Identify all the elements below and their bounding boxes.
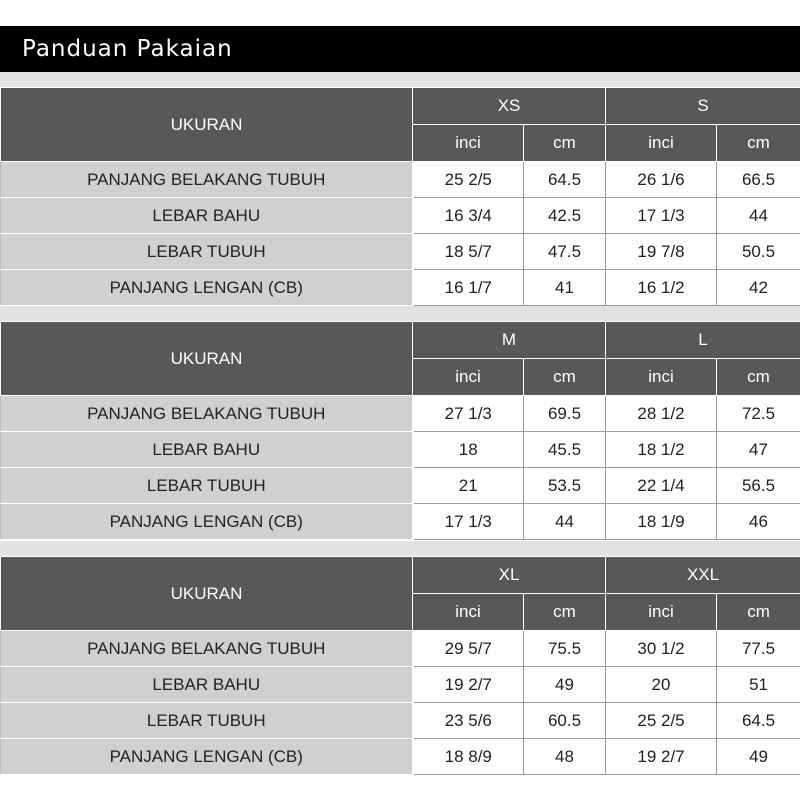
unit-inch-header: inci xyxy=(413,359,524,396)
cell-value: 18 xyxy=(413,432,524,468)
cell-value: 64.5 xyxy=(717,703,800,739)
table-row xyxy=(1,396,800,432)
row-label: LEBAR BAHU xyxy=(1,667,413,703)
row-label: LEBAR BAHU xyxy=(1,198,413,234)
cell-value: 56.5 xyxy=(717,468,800,504)
cell-value: 16 1/7 xyxy=(413,270,524,306)
separator-band xyxy=(0,306,800,322)
table-row xyxy=(1,234,800,270)
row-label: PANJANG LENGAN (CB) xyxy=(1,270,413,306)
cell-value: 42 xyxy=(717,270,800,306)
table-row xyxy=(1,198,800,234)
table-row xyxy=(1,739,800,775)
cell-value: 17 1/3 xyxy=(606,198,717,234)
cell-value: 19 2/7 xyxy=(606,739,717,775)
cell-value: 66.5 xyxy=(717,162,800,198)
cell-value: 21 xyxy=(413,468,524,504)
cell-value: 17 1/3 xyxy=(413,504,524,540)
unit-cm-header: cm xyxy=(717,125,800,162)
row-label: LEBAR BAHU xyxy=(1,432,413,468)
cell-value: 69.5 xyxy=(524,396,606,432)
cell-value: 22 1/4 xyxy=(606,468,717,504)
table-row xyxy=(1,631,800,667)
unit-inch-header: inci xyxy=(606,594,717,631)
row-label: PANJANG BELAKANG TUBUH xyxy=(1,631,413,667)
unit-cm-header: cm xyxy=(524,359,606,396)
cell-value: 26 1/6 xyxy=(606,162,717,198)
cell-value: 77.5 xyxy=(717,631,800,667)
cell-value: 27 1/3 xyxy=(413,396,524,432)
unit-cm-header: cm xyxy=(524,594,606,631)
cell-value: 44 xyxy=(717,198,800,234)
cell-value: 72.5 xyxy=(717,396,800,432)
cell-value: 50.5 xyxy=(717,234,800,270)
table-row xyxy=(1,468,800,504)
ukuran-header: UKURAN xyxy=(1,88,413,162)
cell-value: 46 xyxy=(717,504,800,540)
row-label: LEBAR TUBUH xyxy=(1,703,413,739)
separator-band xyxy=(0,541,800,557)
size-table-m-l xyxy=(0,321,800,540)
size-header-s: S xyxy=(606,88,800,125)
cell-value: 41 xyxy=(524,270,606,306)
size-table-xl-xxl xyxy=(0,556,800,775)
cell-value: 47.5 xyxy=(524,234,606,270)
cell-value: 42.5 xyxy=(524,198,606,234)
cell-value: 19 7/8 xyxy=(606,234,717,270)
unit-inch-header: inci xyxy=(606,125,717,162)
cell-value: 29 5/7 xyxy=(413,631,524,667)
row-label: PANJANG LENGAN (CB) xyxy=(1,739,413,775)
unit-cm-header: cm xyxy=(717,359,800,396)
size-header-m: M xyxy=(413,322,606,359)
cell-value: 28 1/2 xyxy=(606,396,717,432)
cell-value: 44 xyxy=(524,504,606,540)
cell-value: 53.5 xyxy=(524,468,606,504)
cell-value: 18 1/9 xyxy=(606,504,717,540)
ukuran-header: UKURAN xyxy=(1,557,413,631)
table-row xyxy=(1,432,800,468)
cell-value: 49 xyxy=(524,667,606,703)
cell-value: 16 1/2 xyxy=(606,270,717,306)
cell-value: 75.5 xyxy=(524,631,606,667)
cell-value: 18 5/7 xyxy=(413,234,524,270)
row-label: PANJANG BELAKANG TUBUH xyxy=(1,162,413,198)
table-row xyxy=(1,667,800,703)
table-row xyxy=(1,270,800,306)
table-row xyxy=(1,162,800,198)
cell-value: 51 xyxy=(717,667,800,703)
cell-value: 60.5 xyxy=(524,703,606,739)
cell-value: 25 2/5 xyxy=(606,703,717,739)
cell-value: 19 2/7 xyxy=(413,667,524,703)
page-title: Panduan Pakaian xyxy=(0,26,800,72)
cell-value: 64.5 xyxy=(524,162,606,198)
unit-inch-header: inci xyxy=(413,594,524,631)
table-row xyxy=(1,504,800,540)
cell-value: 20 xyxy=(606,667,717,703)
size-header-xs: XS xyxy=(413,88,606,125)
unit-inch-header: inci xyxy=(413,125,524,162)
cell-value: 18 8/9 xyxy=(413,739,524,775)
row-label: LEBAR TUBUH xyxy=(1,468,413,504)
ukuran-header: UKURAN xyxy=(1,322,413,396)
cell-value: 49 xyxy=(717,739,800,775)
cell-value: 23 5/6 xyxy=(413,703,524,739)
cell-value: 18 1/2 xyxy=(606,432,717,468)
row-label: LEBAR TUBUH xyxy=(1,234,413,270)
row-label: PANJANG BELAKANG TUBUH xyxy=(1,396,413,432)
size-table-xs-s xyxy=(0,87,800,306)
cell-value: 45.5 xyxy=(524,432,606,468)
cell-value: 16 3/4 xyxy=(413,198,524,234)
unit-cm-header: cm xyxy=(524,125,606,162)
size-header-xl: XL xyxy=(413,557,606,594)
unit-cm-header: cm xyxy=(717,594,800,631)
cell-value: 25 2/5 xyxy=(413,162,524,198)
size-header-xxl: XXL xyxy=(606,557,800,594)
cell-value: 30 1/2 xyxy=(606,631,717,667)
cell-value: 47 xyxy=(717,432,800,468)
table-row xyxy=(1,703,800,739)
cell-value: 48 xyxy=(524,739,606,775)
row-label: PANJANG LENGAN (CB) xyxy=(1,504,413,540)
separator-band xyxy=(0,72,800,88)
size-header-l: L xyxy=(606,322,800,359)
unit-inch-header: inci xyxy=(606,359,717,396)
